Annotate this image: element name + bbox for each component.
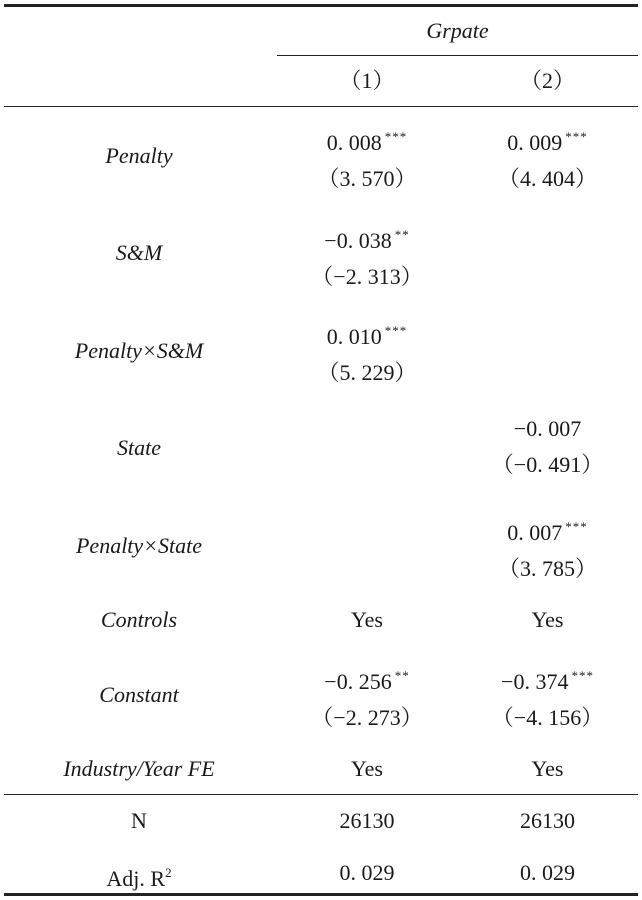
- row-label-constant: Constant: [99, 682, 179, 707]
- controls-col1: Yes: [350, 607, 383, 632]
- row-label-penalty-sm: Penalty×S&M: [74, 338, 204, 363]
- penalty-state-col2: 0. 007 *** （3. 785）: [497, 519, 597, 581]
- adj-r2-col2: 0. 029: [520, 860, 575, 885]
- constant-col1: −0. 256 ** （−2. 273）: [311, 668, 423, 730]
- fe-col2: Yes: [531, 756, 564, 781]
- penalty-col2: 0. 009 *** （4. 404）: [497, 129, 597, 191]
- row-label-industry-year-fe: Industry/Year FE: [63, 756, 215, 781]
- row-label-adj-r2: Adj. $R^2$: [106, 865, 172, 891]
- controls-col2: Yes: [531, 607, 564, 632]
- fe-col1: Yes: [350, 756, 383, 781]
- group-header: Grpate: [426, 18, 489, 43]
- bottom-rule: [4, 893, 638, 896]
- group-underline: [277, 55, 638, 56]
- sm-col1: −0. 038 ** （−2. 313）: [311, 227, 423, 289]
- n-col2: 26130: [520, 808, 575, 833]
- row-label-n: N: [131, 808, 147, 833]
- constant-col2: −0. 374 *** （−4. 156）: [491, 668, 604, 730]
- footer-rule: [4, 794, 638, 795]
- row-label-state: State: [117, 435, 161, 460]
- state-col2: −0. 007 （−0. 491）: [491, 416, 604, 477]
- col-header-2: （2）: [519, 68, 575, 93]
- row-label-sm: S&M: [115, 240, 163, 265]
- penalty-sm-col1: 0. 010 *** （5. 229）: [317, 323, 417, 385]
- row-label-controls: Controls: [100, 607, 178, 632]
- row-label-penalty-state: Penalty×State: [75, 533, 203, 558]
- adj-r2-col1: 0. 029: [339, 860, 395, 885]
- n-col1: 26130: [339, 808, 395, 833]
- penalty-col1: 0. 008 *** （3. 570）: [317, 129, 417, 191]
- top-rule: [4, 4, 638, 7]
- header-rule: [4, 106, 638, 107]
- row-label-penalty: Penalty: [105, 143, 173, 168]
- col-header-1: （1）: [339, 68, 395, 93]
